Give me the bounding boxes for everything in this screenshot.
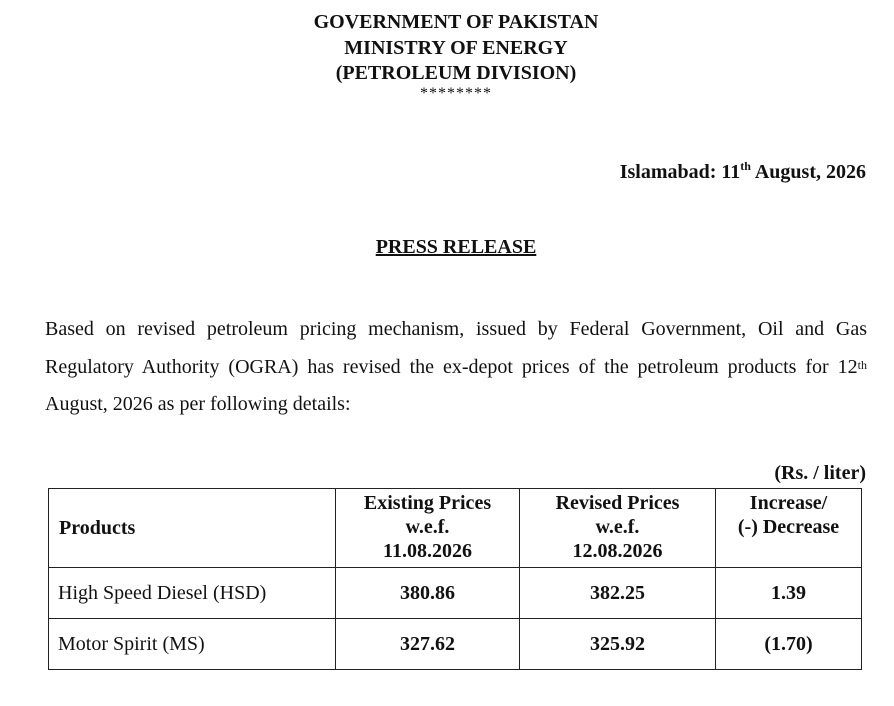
separator-stars: ********	[420, 84, 492, 102]
table-header-row	[49, 489, 862, 568]
government-heading: GOVERNMENT OF PAKISTAN	[313, 11, 599, 33]
existing-price: 327.62	[336, 619, 520, 670]
header-revised-date: 12.08.2026	[572, 540, 663, 562]
header-change-line: (-) Decrease	[737, 516, 840, 538]
press-release-body	[45, 311, 867, 424]
dateline-prefix: Islamabad: 11	[619, 161, 741, 183]
existing-price: 380.86	[336, 568, 520, 619]
body-text-part2: August, 2026 as per following details:	[45, 393, 351, 415]
header-change-line: Increase/	[749, 492, 828, 514]
product-name: High Speed Diesel (HSD)	[49, 568, 336, 619]
table-row	[49, 619, 862, 670]
body-text-part1: Based on revised petroleum pricing mechanism, issued by Federal Government, Oil and Gas Regulatory Authority (OGRA) has revised the ex-depot prices of the petroleum products for 12	[45, 318, 867, 378]
dateline-suffix: August, 2026	[750, 161, 866, 183]
header-products: Products	[49, 489, 336, 568]
ministry-heading: MINISTRY OF ENERGY	[344, 36, 568, 59]
price-table	[48, 488, 862, 670]
press-release-title: PRESS RELEASE	[375, 236, 537, 258]
header-change	[716, 489, 862, 568]
header-revised-prices	[520, 489, 716, 568]
header-existing-prices	[336, 489, 520, 568]
header-revised-line: Revised Prices	[555, 492, 680, 514]
letterhead	[0, 10, 894, 100]
table-row	[49, 568, 862, 619]
product-name: Motor Spirit (MS)	[49, 619, 336, 670]
header-existing-line: w.e.f.	[405, 516, 450, 538]
header-revised-line: w.e.f.	[595, 516, 640, 538]
dateline	[620, 161, 866, 184]
header-existing-date: 11.08.2026	[383, 540, 472, 562]
body-ordinal: th	[857, 357, 867, 372]
division-heading: (PETROLEUM DIVISION)	[335, 62, 577, 84]
price-change: 1.39	[716, 568, 862, 619]
header-existing-line: Existing Prices	[363, 492, 492, 514]
dateline-ordinal: th	[740, 159, 751, 173]
units-label: (Rs. / liter)	[774, 462, 866, 484]
price-change: (1.70)	[716, 619, 862, 670]
revised-price: 382.25	[520, 568, 716, 619]
revised-price: 325.92	[520, 619, 716, 670]
